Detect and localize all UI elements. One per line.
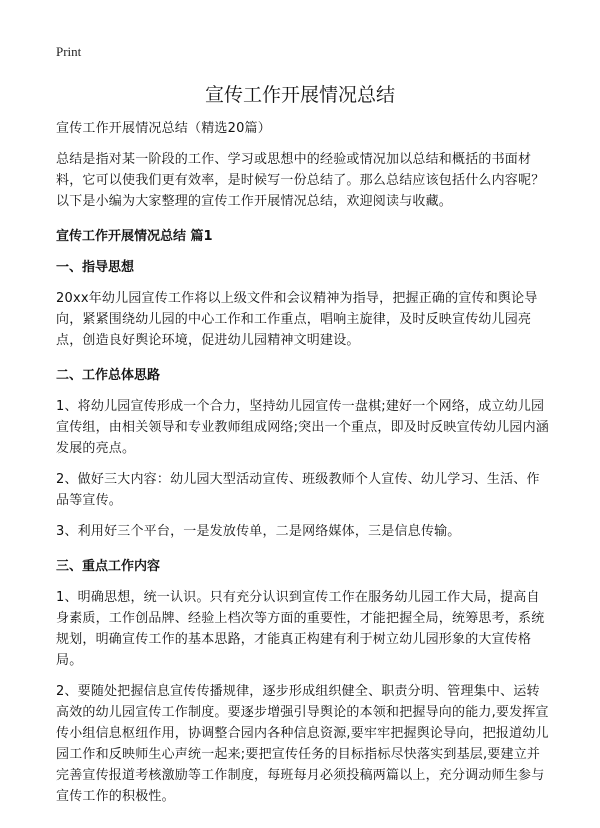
paragraph-approach-3: 3、利用好三个平台，一是发放传单，二是网络媒体，三是信息传输。 <box>56 524 461 539</box>
paragraph-approach-2: 2、做好三大内容：幼儿园大型活动宣传、班级教师个人宣传、幼儿学习、生活、作品等宣传。 <box>56 472 540 508</box>
heading-key-work: 三、重点工作内容 <box>56 559 161 574</box>
article-body <box>56 118 550 807</box>
section-title: 宣传工作开展情况总结 篇1 <box>56 229 213 244</box>
heading-guiding-ideology: 一、指导思想 <box>56 260 135 275</box>
paragraph-guiding-ideology: 20xx年幼儿园宣传工作将以上级文件和会议精神为指导，把握正确的宣传和舆论导向，紧紧围绕幼儿园的中心工作和工作重点，唱响主旋律，及时反映宣传幼儿园亮点，创造良好舆论环境，促进幼儿园精神文明建设。 <box>56 291 538 348</box>
heading-overall-approach: 二、工作总体思路 <box>56 368 161 383</box>
paragraph-key-work-1: 1、明确思想，统一认识。只有充分认识到宣传工作在服务幼儿园工作大局，提高自身素质，工作创品牌、经验上档次等方面的重要性，才能把握全局，统筹思考，系统规划，明确宣传工作的基本思路，才能真正构建有利于树立幼儿园形象的大宣传格局。 <box>56 590 545 668</box>
page-title: 宣传工作开展情况总结 <box>204 84 395 106</box>
paragraph-key-work-2: 2、要随处把握信息宣传传播规律，逐步形成组织健全、职责分明、管理集中、运转高效的幼儿园宣传工作制度。要逐步增强引导舆论的本领和把握导向的能力,要发挥宣传小组信息枢纽作用，协调整合园内各种信息资源,要牢牢把握舆论导向，把报道幼儿园工作和反映师生心声统一起来;要把宣传任务的目标指标尽快落实到基层,要建立并完善宣传报道考核激励等工作制度，每班每月必须投稿两篇以上，充分调动师生参与宣传工作的积极性。 <box>56 684 549 804</box>
article-subtitle: 宣传工作开展情况总结（精选20篇） <box>56 121 271 136</box>
intro-paragraph: 总结是指对某一阶段的工作、学习或思想中的经验或情况加以总结和概括的书面材料，它可以使我们更有效率，是时候写一份总结了。那么总结应该包括什么内容呢？以下是小编为大家整理的宣传工作开展情况总结，欢迎阅读与收藏。 <box>56 152 545 209</box>
print-link[interactable]: Print <box>56 44 82 59</box>
paragraph-approach-1: 1、将幼儿园宣传形成一个合力，坚持幼儿园宣传一盘棋;建好一个网络，成立幼儿园宣传组，由相关领导和专业教师组成网络;突出一个重点，即及时反映宣传幼儿园内涵发展的亮点。 <box>56 399 549 456</box>
